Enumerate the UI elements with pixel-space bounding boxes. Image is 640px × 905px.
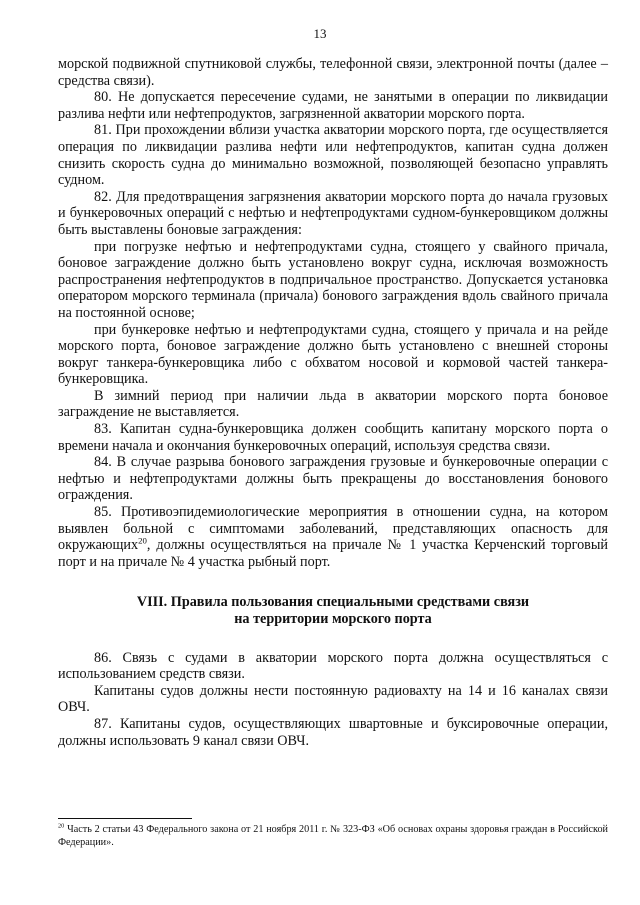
paragraph-82-item-2: при бункеровке нефтью и нефтепродуктами судна, стоящего у причала и на рейде морского порта, боновое заграждение должно быть установлено с внешней стороны вокруг танкера-бункеровщика либо с обхватом носовой и кормовой частей танкера-бункеровщика. (58, 321, 608, 388)
paragraph-87: 87. Капитаны судов, осуществляющих швартовные и буксировочные операции, должны использовать 9 канал связи ОВЧ. (58, 715, 608, 749)
footnote-reference: 20 (138, 535, 147, 546)
paragraph-85 (58, 504, 608, 570)
footnote-separator (58, 818, 192, 819)
page-number: 13 (313, 26, 327, 41)
paragraph-86: 86. Связь с судами в акватории морского порта должна осуществляться с использованием средств связи. (58, 649, 608, 683)
paragraph-83: 83. Капитан судна-бункеровщика должен сообщить капитану морского порта о времени начала и окончания бункеровочных операций, используя средства связи. (58, 421, 608, 454)
paragraph-85-text-end: , должны осуществляться на причале № 1 участка Керченский торговый порт и на причале № 4 участка рыбный порт. (58, 537, 608, 570)
footnote-marker: 20 (58, 822, 65, 830)
paragraph-continuation: морской подвижной спутниковой службы, телефонной связи, электронной почты (далее – средства связи). (58, 56, 608, 89)
paragraph-85-text: 85. Противоэпидемиологические мероприятия в отношении судна, на котором выявлен больной с симптомами заболеваний, представляющих опасность для окружающих (58, 504, 608, 554)
paragraph-82-winter: В зимний период при наличии льда в акватории морского порта боновое заграждение не выставляется. (58, 387, 608, 421)
section-heading (58, 594, 608, 627)
footnote (58, 823, 608, 849)
paragraph-86-radio-watch: Капитаны судов должны нести постоянную радиовахту на 14 и 16 каналах связи ОВЧ. (58, 682, 608, 716)
section-heading-line-2: на территории морского порта (234, 611, 432, 627)
paragraph-80: 80. Не допускается пересечение судами, не занятыми в операции по ликвидации разлива нефти или нефтепродуктов, загрязненной акватории морского порта. (58, 89, 608, 122)
footnote-text: Часть 2 статьи 43 Федерального закона от 21 ноября 2011 г. № 323-ФЗ «Об основах охраны здоровья граждан в Российской Федерации». (58, 824, 608, 848)
document-body (58, 56, 608, 749)
paragraph-81: 81. При прохождении вблизи участка акватории морского порта, где осуществляется операция по ликвидации разлива нефти или нефтепродуктов, капитан судна должен снизить скорость судна до минимально возможной, позволяющей безопасно управлять судном. (58, 122, 608, 189)
section-heading-line-1: VIII. Правила пользования специальными средствами связи (136, 594, 530, 611)
paragraph-84: 84. В случае разрыва бонового заграждения грузовые и бункеровочные операции с нефтью и нефтепродуктами должны быть прекращены до восстановления бонового ограждения. (58, 454, 608, 504)
paragraph-82: 82. Для предотвращения загрязнения акватории морского порта до начала грузовых и бункеровочных операций с нефтью и нефтепродуктами судном-бункеровщиком должны быть выставлены боновые заграждения: (58, 188, 608, 238)
paragraph-82-item-1: при погрузке нефтью и нефтепродуктами судна, стоящего у свайного причала, боновое заграждение должно быть установлено вокруг судна, исключая возможность распространения нефтепродуктов в подпричальное пространство. Допускается установка оператором морского терминала (причала) бонового заграждения вдоль свайного причала на постоянной основе; (58, 238, 608, 321)
